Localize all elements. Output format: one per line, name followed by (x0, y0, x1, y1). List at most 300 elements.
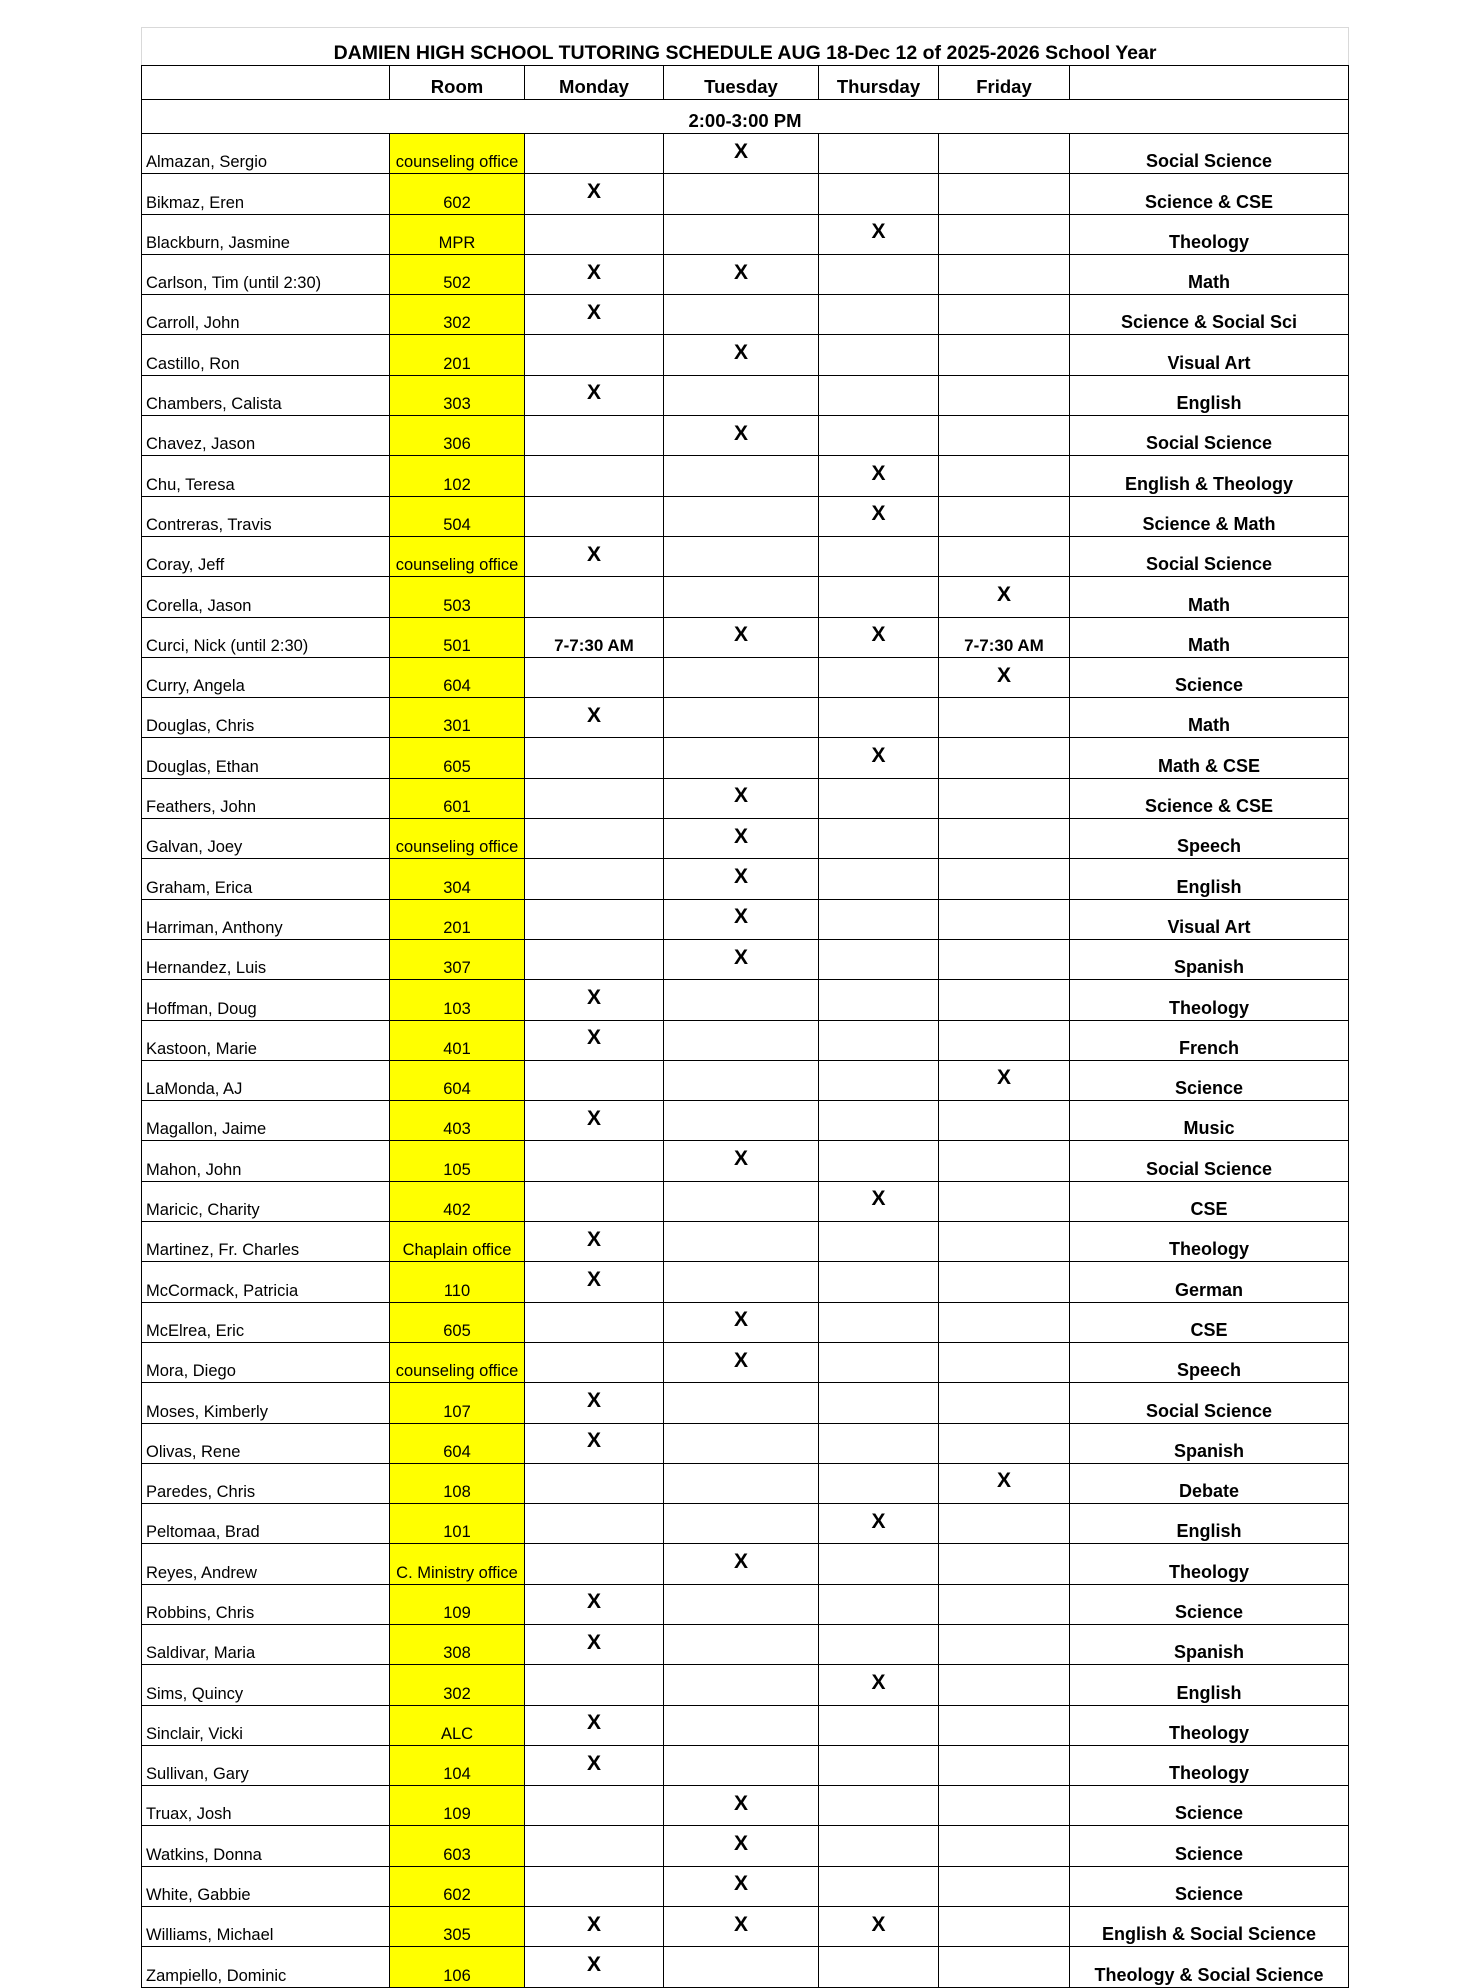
table-row (142, 214, 1349, 254)
table-row (142, 134, 1349, 174)
teacher-name: Maricic, Charity (142, 1181, 390, 1221)
tuesday-cell: X (664, 335, 819, 375)
monday-cell: X (525, 698, 664, 738)
tuesday-cell (664, 577, 819, 617)
thursday-cell (819, 1745, 939, 1785)
tuesday-cell: X (664, 778, 819, 818)
monday-cell: X (525, 1262, 664, 1302)
friday-cell (939, 254, 1070, 294)
subject-cell: Social Science (1070, 1383, 1349, 1423)
subject-cell: Theology (1070, 980, 1349, 1020)
monday-cell (525, 1060, 664, 1100)
thursday-cell (819, 1222, 939, 1262)
thursday-cell: X (819, 1181, 939, 1221)
thursday-cell: X (819, 214, 939, 254)
room-cell: 501 (390, 617, 525, 657)
table-row (142, 1302, 1349, 1342)
tuesday-cell (664, 738, 819, 778)
monday-cell (525, 1181, 664, 1221)
room-cell: C. Ministry office (390, 1544, 525, 1584)
monday-cell (525, 738, 664, 778)
tuesday-cell (664, 456, 819, 496)
tuesday-cell (664, 698, 819, 738)
table-row (142, 456, 1349, 496)
table-row (142, 536, 1349, 576)
room-cell: 403 (390, 1101, 525, 1141)
monday-cell (525, 778, 664, 818)
monday-cell (525, 657, 664, 697)
table-row (142, 738, 1349, 778)
table-row (142, 1584, 1349, 1624)
subject-cell: Speech (1070, 1342, 1349, 1382)
header-thursday: Thursday (819, 66, 939, 100)
friday-cell (939, 375, 1070, 415)
thursday-cell (819, 335, 939, 375)
monday-cell (525, 416, 664, 456)
table-row (142, 819, 1349, 859)
subject-cell: Science (1070, 1786, 1349, 1826)
monday-cell (525, 1544, 664, 1584)
room-cell: 307 (390, 939, 525, 979)
subject-cell: Theology & Social Science (1070, 1947, 1349, 1987)
friday-cell (939, 1302, 1070, 1342)
header-row (142, 66, 1349, 100)
subject-cell: CSE (1070, 1302, 1349, 1342)
subject-cell: Social Science (1070, 416, 1349, 456)
subject-cell: English & Theology (1070, 456, 1349, 496)
table-row (142, 174, 1349, 214)
table-row (142, 1383, 1349, 1423)
teacher-name: Kastoon, Marie (142, 1020, 390, 1060)
room-cell: 108 (390, 1463, 525, 1503)
tuesday-cell: X (664, 819, 819, 859)
thursday-cell (819, 1020, 939, 1060)
room-cell: 105 (390, 1141, 525, 1181)
thursday-cell (819, 1624, 939, 1664)
friday-cell (939, 899, 1070, 939)
thursday-cell (819, 1705, 939, 1745)
friday-cell (939, 1947, 1070, 1987)
tuesday-cell: X (664, 254, 819, 294)
tuesday-cell: X (664, 939, 819, 979)
thursday-cell (819, 375, 939, 415)
teacher-name: Curci, Nick (until 2:30) (142, 617, 390, 657)
room-cell: 201 (390, 335, 525, 375)
tuesday-cell (664, 1665, 819, 1705)
thursday-cell (819, 1584, 939, 1624)
monday-cell: X (525, 980, 664, 1020)
friday-cell (939, 1705, 1070, 1745)
monday-cell: X (525, 295, 664, 335)
room-cell: counseling office (390, 1342, 525, 1382)
monday-cell: X (525, 375, 664, 415)
monday-cell (525, 859, 664, 899)
tuesday-cell: X (664, 1141, 819, 1181)
table-row (142, 1624, 1349, 1664)
tuesday-cell: X (664, 1786, 819, 1826)
teacher-name: McCormack, Patricia (142, 1262, 390, 1302)
tuesday-cell (664, 1181, 819, 1221)
table-row (142, 1181, 1349, 1221)
teacher-name: Truax, Josh (142, 1786, 390, 1826)
teacher-name: Chambers, Calista (142, 375, 390, 415)
monday-cell (525, 939, 664, 979)
table-row (142, 1665, 1349, 1705)
teacher-name: Mora, Diego (142, 1342, 390, 1382)
friday-cell: X (939, 657, 1070, 697)
subject-cell: English (1070, 1665, 1349, 1705)
monday-cell (525, 1866, 664, 1906)
room-cell: 304 (390, 859, 525, 899)
monday-cell: X (525, 1947, 664, 1987)
room-cell: 604 (390, 1060, 525, 1100)
teacher-name: Douglas, Chris (142, 698, 390, 738)
tuesday-cell (664, 1060, 819, 1100)
room-cell: 109 (390, 1584, 525, 1624)
friday-cell (939, 1423, 1070, 1463)
teacher-name: Paredes, Chris (142, 1463, 390, 1503)
teacher-name: Curry, Angela (142, 657, 390, 697)
thursday-cell (819, 174, 939, 214)
thursday-cell (819, 778, 939, 818)
teacher-name: Corella, Jason (142, 577, 390, 617)
tuesday-cell (664, 1705, 819, 1745)
friday-cell (939, 1020, 1070, 1060)
friday-cell (939, 939, 1070, 979)
subject-cell: Spanish (1070, 939, 1349, 979)
teacher-name: Reyes, Andrew (142, 1544, 390, 1584)
friday-cell (939, 1262, 1070, 1302)
tuesday-cell: X (664, 617, 819, 657)
friday-cell (939, 1342, 1070, 1382)
monday-cell: X (525, 1907, 664, 1947)
friday-cell (939, 1101, 1070, 1141)
monday-cell: X (525, 1222, 664, 1262)
room-cell: 605 (390, 1302, 525, 1342)
title-row (142, 28, 1349, 66)
thursday-cell (819, 577, 939, 617)
teacher-name: Sullivan, Gary (142, 1745, 390, 1785)
subject-cell: German (1070, 1262, 1349, 1302)
room-cell: 302 (390, 1665, 525, 1705)
subject-cell: Theology (1070, 1222, 1349, 1262)
tuesday-cell (664, 496, 819, 536)
friday-cell: X (939, 577, 1070, 617)
friday-cell (939, 214, 1070, 254)
table-row (142, 375, 1349, 415)
thursday-cell (819, 1342, 939, 1382)
teacher-name: Chavez, Jason (142, 416, 390, 456)
room-cell: 402 (390, 1181, 525, 1221)
table-row (142, 1101, 1349, 1141)
thursday-cell (819, 536, 939, 576)
table-row (142, 657, 1349, 697)
monday-cell: X (525, 254, 664, 294)
monday-cell (525, 214, 664, 254)
monday-cell (525, 577, 664, 617)
thursday-cell (819, 657, 939, 697)
room-cell: 106 (390, 1947, 525, 1987)
subject-cell: Math & CSE (1070, 738, 1349, 778)
table-row (142, 1342, 1349, 1382)
subject-cell: Science & CSE (1070, 778, 1349, 818)
subject-cell: Science (1070, 1584, 1349, 1624)
teacher-name: Robbins, Chris (142, 1584, 390, 1624)
teacher-name: Magallon, Jaime (142, 1101, 390, 1141)
monday-cell (525, 335, 664, 375)
subject-cell: Science (1070, 1866, 1349, 1906)
subject-cell: Math (1070, 617, 1349, 657)
tuesday-cell (664, 1947, 819, 1987)
subject-cell: Social Science (1070, 134, 1349, 174)
thursday-cell (819, 1302, 939, 1342)
subject-cell: Science & Math (1070, 496, 1349, 536)
monday-cell (525, 1665, 664, 1705)
subject-cell: English (1070, 375, 1349, 415)
teacher-name: Harriman, Anthony (142, 899, 390, 939)
table-row (142, 939, 1349, 979)
thursday-cell (819, 1383, 939, 1423)
table-row (142, 1745, 1349, 1785)
table-row (142, 1463, 1349, 1503)
friday-cell (939, 1584, 1070, 1624)
thursday-cell (819, 1262, 939, 1302)
monday-cell: X (525, 1745, 664, 1785)
monday-cell (525, 496, 664, 536)
subject-cell: Spanish (1070, 1423, 1349, 1463)
teacher-name: Hernandez, Luis (142, 939, 390, 979)
thursday-cell: X (819, 617, 939, 657)
teacher-name: Carroll, John (142, 295, 390, 335)
tuesday-cell (664, 214, 819, 254)
room-cell: 102 (390, 456, 525, 496)
monday-cell: X (525, 536, 664, 576)
teacher-name: Williams, Michael (142, 1907, 390, 1947)
friday-cell (939, 335, 1070, 375)
room-cell: 302 (390, 295, 525, 335)
monday-cell (525, 1504, 664, 1544)
friday-cell (939, 1181, 1070, 1221)
thursday-cell (819, 939, 939, 979)
subject-cell: Math (1070, 254, 1349, 294)
monday-cell: X (525, 1020, 664, 1060)
thursday-cell (819, 1947, 939, 1987)
room-cell: 104 (390, 1745, 525, 1785)
monday-cell (525, 456, 664, 496)
monday-cell (525, 1141, 664, 1181)
table-row (142, 980, 1349, 1020)
table-row (142, 1504, 1349, 1544)
room-cell: 503 (390, 577, 525, 617)
tuesday-cell (664, 1222, 819, 1262)
thursday-cell: X (819, 738, 939, 778)
friday-cell (939, 295, 1070, 335)
teacher-name: Sims, Quincy (142, 1665, 390, 1705)
thursday-cell (819, 254, 939, 294)
thursday-cell (819, 698, 939, 738)
room-cell: 308 (390, 1624, 525, 1664)
room-cell: 602 (390, 174, 525, 214)
teacher-name: Carlson, Tim (until 2:30) (142, 254, 390, 294)
monday-cell: X (525, 1383, 664, 1423)
subject-cell: Math (1070, 698, 1349, 738)
room-cell: 305 (390, 1907, 525, 1947)
thursday-cell (819, 1141, 939, 1181)
subject-cell: Theology (1070, 214, 1349, 254)
thursday-cell (819, 819, 939, 859)
room-cell: 103 (390, 980, 525, 1020)
tuesday-cell (664, 1383, 819, 1423)
thursday-cell: X (819, 496, 939, 536)
friday-cell (939, 819, 1070, 859)
tuesday-cell (664, 1504, 819, 1544)
subject-cell: Theology (1070, 1544, 1349, 1584)
monday-cell: 7-7:30 AM (525, 617, 664, 657)
teacher-name: Martinez, Fr. Charles (142, 1222, 390, 1262)
friday-cell (939, 778, 1070, 818)
room-cell: 101 (390, 1504, 525, 1544)
subject-cell: Social Science (1070, 1141, 1349, 1181)
tuesday-cell (664, 1020, 819, 1060)
teacher-name: Zampiello, Dominic (142, 1947, 390, 1987)
room-cell: counseling office (390, 819, 525, 859)
thursday-cell (819, 1060, 939, 1100)
monday-cell (525, 134, 664, 174)
friday-cell (939, 1624, 1070, 1664)
tuesday-cell: X (664, 1544, 819, 1584)
header-tuesday: Tuesday (664, 66, 819, 100)
thursday-cell (819, 899, 939, 939)
room-cell: counseling office (390, 536, 525, 576)
table-row (142, 1907, 1349, 1947)
table-row (142, 859, 1349, 899)
teacher-name: Bikmaz, Eren (142, 174, 390, 214)
teacher-name: Chu, Teresa (142, 456, 390, 496)
teacher-name: LaMonda, AJ (142, 1060, 390, 1100)
subject-cell: Science (1070, 1826, 1349, 1866)
friday-cell: X (939, 1060, 1070, 1100)
table-row (142, 1786, 1349, 1826)
table-row (142, 1866, 1349, 1906)
subject-cell: Speech (1070, 819, 1349, 859)
tuesday-cell (664, 1262, 819, 1302)
room-cell: 301 (390, 698, 525, 738)
tuesday-cell (664, 536, 819, 576)
tuesday-cell: X (664, 416, 819, 456)
teacher-name: Graham, Erica (142, 859, 390, 899)
friday-cell (939, 536, 1070, 576)
teacher-name: Douglas, Ethan (142, 738, 390, 778)
table-row (142, 1262, 1349, 1302)
table-row (142, 295, 1349, 335)
room-cell: 604 (390, 1423, 525, 1463)
tuesday-cell: X (664, 1866, 819, 1906)
thursday-cell: X (819, 1665, 939, 1705)
friday-cell (939, 134, 1070, 174)
room-cell: MPR (390, 214, 525, 254)
header-room: Room (390, 66, 525, 100)
schedule-title: DAMIEN HIGH SCHOOL TUTORING SCHEDULE AUG 18-Dec 12 of 2025-2026 School Year (142, 28, 1349, 66)
tuesday-cell: X (664, 134, 819, 174)
tuesday-cell (664, 1745, 819, 1785)
teacher-name: McElrea, Eric (142, 1302, 390, 1342)
subject-cell: Science & CSE (1070, 174, 1349, 214)
thursday-cell (819, 1544, 939, 1584)
table-row (142, 778, 1349, 818)
teacher-name: Almazan, Sergio (142, 134, 390, 174)
tuesday-cell: X (664, 1302, 819, 1342)
friday-cell (939, 496, 1070, 536)
friday-cell (939, 1383, 1070, 1423)
friday-cell (939, 1544, 1070, 1584)
room-cell: 109 (390, 1786, 525, 1826)
teacher-name: White, Gabbie (142, 1866, 390, 1906)
friday-cell: 7-7:30 AM (939, 617, 1070, 657)
thursday-cell: X (819, 456, 939, 496)
subject-cell: Science (1070, 657, 1349, 697)
table-row (142, 1947, 1349, 1987)
room-cell: 602 (390, 1866, 525, 1906)
friday-cell (939, 174, 1070, 214)
tuesday-cell: X (664, 1826, 819, 1866)
tuesday-cell (664, 657, 819, 697)
subject-cell: Music (1070, 1101, 1349, 1141)
thursday-cell (819, 134, 939, 174)
room-cell: 107 (390, 1383, 525, 1423)
thursday-cell (819, 1866, 939, 1906)
thursday-cell (819, 1463, 939, 1503)
tuesday-cell (664, 1423, 819, 1463)
friday-cell: X (939, 1463, 1070, 1503)
friday-cell (939, 416, 1070, 456)
room-cell: 306 (390, 416, 525, 456)
friday-cell (939, 1222, 1070, 1262)
room-cell: ALC (390, 1705, 525, 1745)
room-cell: 504 (390, 496, 525, 536)
tuesday-cell: X (664, 1907, 819, 1947)
header-monday: Monday (525, 66, 664, 100)
table-row (142, 1020, 1349, 1060)
subject-cell: Science & Social Sci (1070, 295, 1349, 335)
table-row (142, 254, 1349, 294)
time-slot-row (142, 100, 1349, 134)
room-cell: 201 (390, 899, 525, 939)
table-row (142, 335, 1349, 375)
friday-cell (939, 1907, 1070, 1947)
table-row (142, 698, 1349, 738)
room-cell: 401 (390, 1020, 525, 1060)
teacher-name: Castillo, Ron (142, 335, 390, 375)
teacher-name: Galvan, Joey (142, 819, 390, 859)
teacher-name: Blackburn, Jasmine (142, 214, 390, 254)
monday-cell: X (525, 1705, 664, 1745)
tuesday-cell (664, 1624, 819, 1664)
table-row (142, 617, 1349, 657)
teacher-name: Watkins, Donna (142, 1826, 390, 1866)
thursday-cell (819, 1101, 939, 1141)
teacher-name: Saldivar, Maria (142, 1624, 390, 1664)
teacher-name: Mahon, John (142, 1141, 390, 1181)
thursday-cell (819, 1423, 939, 1463)
thursday-cell (819, 980, 939, 1020)
table-row (142, 1826, 1349, 1866)
friday-cell (939, 1786, 1070, 1826)
tuesday-cell: X (664, 859, 819, 899)
teacher-name: Hoffman, Doug (142, 980, 390, 1020)
thursday-cell (819, 295, 939, 335)
table-row (142, 1705, 1349, 1745)
header-name (142, 66, 390, 100)
